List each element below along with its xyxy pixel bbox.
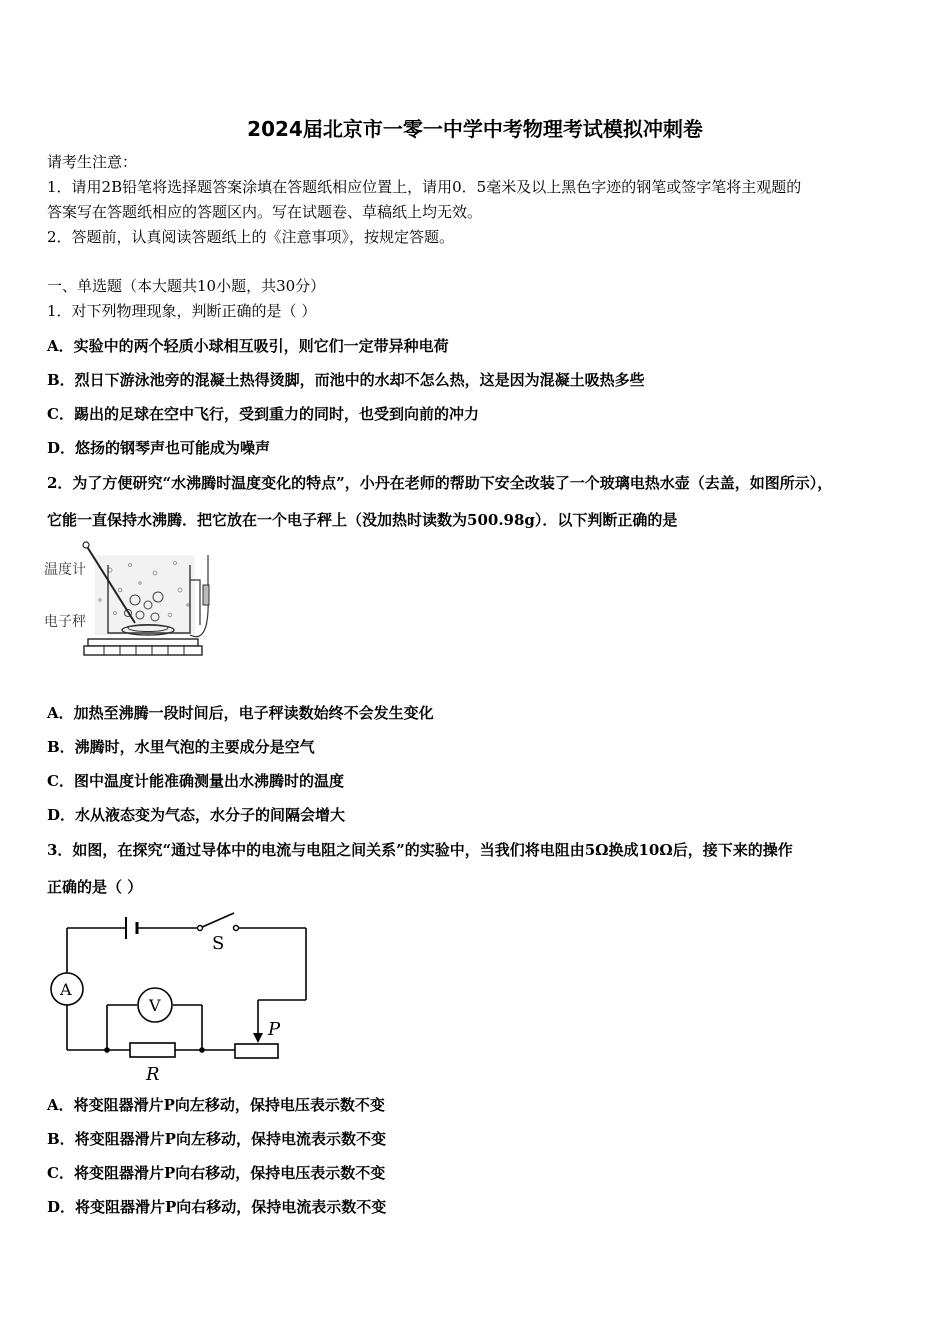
q2-option-c: C．图中温度计能准确测量出水沸腾时的温度: [47, 772, 344, 790]
q1-option-b: B．烈日下游泳池旁的混凝土热得烫脚，而池中的水却不怎么热，这是因为混凝土吸热多些: [47, 371, 645, 389]
q1-option-a: A．实验中的两个轻质小球相互吸引，则它们一定带异种电荷: [47, 337, 449, 355]
kettle-on-scale-figure: [40, 535, 225, 665]
q3-option-c: C．将变阻器滑片P向右移动，保持电压表示数不变: [47, 1164, 386, 1182]
thermometer-label: 温度计: [44, 562, 86, 578]
question-2-stem: 2．为了方便研究“水沸腾时温度变化的特点”，小丹在老师的帮助下安全改装了一个玻璃电热水壶（去盖，如图所示），: [47, 474, 833, 492]
scale-label: 电子秤: [44, 614, 86, 630]
q3-option-b: B．将变阻器滑片P向左移动，保持电流表示数不变: [47, 1130, 386, 1148]
switch-label: S: [212, 933, 225, 954]
q1-option-d: D．悠扬的钢琴声也可能成为噪声: [47, 439, 271, 457]
q2-option-d: D．水从液态变为气态，水分子的间隔会增大: [47, 806, 346, 824]
notice-line: 2．答题前，认真阅读答题纸上的《注意事项》，按规定答题。: [47, 228, 455, 246]
circuit-diagram-figure: [40, 905, 320, 1085]
resistor-label: R: [146, 1064, 160, 1085]
q3-option-d: D．将变阻器滑片P向右移动，保持电流表示数不变: [47, 1198, 387, 1216]
question-3-stem: 3．如图，在探究“通过导体中的电流与电阻之间关系”的实验中，当我们将电阻由5Ω换成10Ω后，接下来的操作: [47, 841, 793, 859]
slider-label: P: [268, 1019, 281, 1040]
ammeter-label: A: [60, 980, 72, 999]
notice-heading: 请考生注意：: [47, 153, 138, 171]
notice-line: 答案写在答题纸相应的答题区内。写在试题卷、草稿纸上均无效。: [47, 203, 483, 221]
q3-option-a: A．将变阻器滑片P向左移动，保持电压表示数不变: [47, 1096, 385, 1114]
voltmeter-label: V: [149, 996, 161, 1015]
question-1-stem: 1．对下列物理现象，判断正确的是（ ）: [47, 302, 317, 320]
q2-option-b: B．沸腾时，水里气泡的主要成分是空气: [47, 738, 315, 756]
section-heading: 一、单选题（本大题共10小题，共30分）: [47, 277, 326, 295]
page-title: 2024届北京市一零一中学中考物理考试模拟冲刺卷: [247, 117, 703, 141]
question-2-stem-cont: 它能一直保持水沸腾．把它放在一个电子秤上（没加热时读数为500.98g）．以下判断正确的是: [47, 511, 678, 529]
q1-option-c: C．踢出的足球在空中飞行，受到重力的同时，也受到向前的冲力: [47, 405, 479, 423]
notice-line: 1．请用2B铅笔将选择题答案涂填在答题纸相应位置上，请用0．5毫米及以上黑色字迹的钢笔或签字笔将主观题的: [47, 178, 802, 196]
q2-option-a: A．加热至沸腾一段时间后，电子秤读数始终不会发生变化: [47, 704, 434, 722]
question-3-stem-cont: 正确的是（ ）: [47, 878, 143, 896]
